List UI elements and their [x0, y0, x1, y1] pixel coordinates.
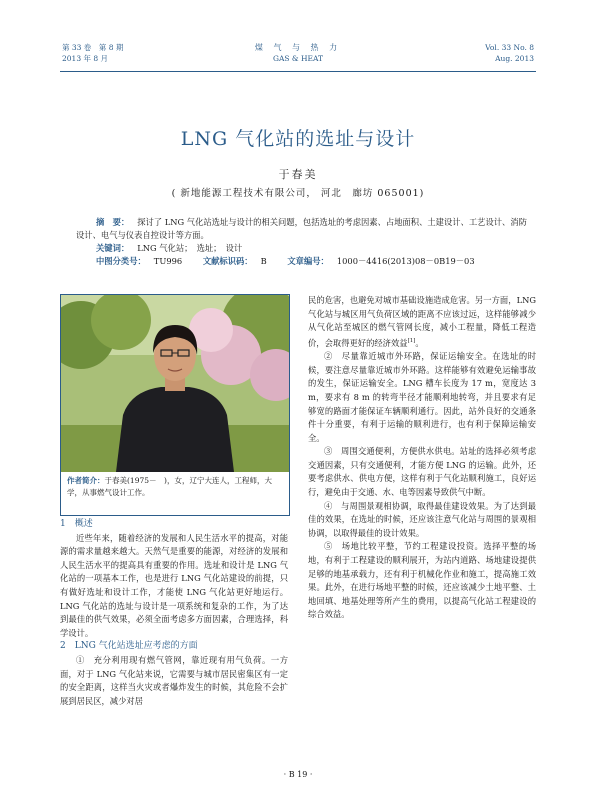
classification-line: [76, 255, 532, 268]
article-author: 于春美: [278, 168, 318, 181]
doc-code-value: B: [260, 256, 267, 266]
body-text-end: 。: [415, 337, 424, 348]
journal-name-cn: 煤 气 与 热 力: [254, 43, 342, 52]
body-paragraph: ③ 周围交通便利，方便供水供电。站址的选择必须考虑交通因素，只有交通便利，才能方便 LNG 的运输。此外，还要考虑供水、供电方便，这样有利于气化站顺利施工，良好运行，避免由于交通、水、电等因素导致供气中断。: [308, 446, 536, 498]
keywords-line: [76, 242, 532, 255]
abstract-text: 探讨了 LNG 气化站选址与设计的相关问题，包括选址的考虑因素、占地面积、土建设计、工艺设计、消防设计、电气与仪表自控设计等方面。: [76, 217, 527, 240]
volume-en-text: Vol. 33 No. 8: [485, 43, 534, 52]
abstract-label: 摘 要：: [96, 217, 130, 227]
body-text: 民的危害，也避免对城市基础设施造成危害。另一方面，LNG 气化站与城区用气负荷区域的距离不应该过远，这样能够减少从气化站至城区的燃气管网长度，减小工程量，降低工程造价，会取得更好的经济效益: [308, 295, 536, 348]
citation-ref: [1]: [407, 337, 416, 344]
doc-code-label: 文献标识码：: [202, 256, 253, 266]
author-bio-text: 于春美(1975－ )，女，辽宁大连人，工程师，大学，从事燃气设计工作。: [67, 476, 272, 497]
date-en-text: Aug. 2013: [495, 54, 534, 63]
body-paragraph: ⑤ 场地比较平整，节约工程建设投资。选择平整的场地，有利于工程建设的顺利展开，为站内道路、场地建设提供足够的地基承载力，还有利于机械化作业和施工，提高施工效果。此外，在进行场地平整的时候，还应该减少土地平整、土地回填、地基处理等所产生的费用，以提高气化站工程建设的综合效益。: [308, 541, 536, 620]
clc-value: TU996: [153, 256, 183, 266]
author-bio-label: 作者简介：: [67, 476, 105, 485]
article-title: LNG 气化站的选址与设计: [180, 128, 416, 150]
section-heading-site-selection: 2 LNG 气化站选址应考虑的方面: [60, 641, 198, 652]
body-paragraph: ④ 与周围景观相协调，取得最佳建设效果。为了达到最佳的效果，在选址的时候，还应该注意气化站与周围的景观相协调，以取得最佳的设计效果。: [308, 500, 536, 538]
page-number: · B 19 ·: [283, 770, 313, 779]
article-number-value: 1000－4416(2013)08－0B19－03: [336, 256, 475, 266]
abstract-block: [76, 216, 532, 268]
keywords-text: LNG 气化站； 选址； 设计: [137, 243, 243, 253]
article-number-label: 文章编号：: [287, 256, 329, 266]
right-column: [308, 294, 536, 622]
clc-label: 中图分类号：: [96, 256, 146, 266]
header-divider: [60, 71, 536, 72]
author-portrait-illustration: [61, 295, 289, 472]
body-paragraph: 近些年来，随着经济的发展和人民生活水平的提高，对能源的需求量越来越大。天然气是重要的能源，对经济的发展和人民生活水平的提高具有重要的作用。选址和设计是 LNG 气化站的一项基本工作，也是进行 LNG 气化站建设的前提，只有做好选址和设计工作，才能使 LNG 气化站更好地运行。LNG 气化站的选址与设计是一项系统和复杂的工作，为了达到最佳的供气效果，必须全面考虑多方面因素，合理选择，科学设计。: [60, 532, 288, 638]
left-column: [60, 518, 288, 708]
volume-issue-text: 第 33 卷 第 8 期: [62, 43, 124, 52]
body-paragraph: [308, 294, 536, 350]
abstract-paragraph: [76, 216, 532, 242]
author-photo: [61, 295, 289, 472]
journal-name-en: GAS & HEAT: [272, 54, 323, 63]
body-paragraph: ① 充分利用现有燃气管网，靠近现有用气负荷。一方面，对于 LNG 气化站来说，它需要与城市居民密集区有一定的安全距离，这样当火灾或者爆炸发生的时候，其危险不会扩展到居民区，减少对居: [60, 654, 288, 706]
section-heading-overview: 1 概述: [60, 519, 93, 529]
issue-date-text: 2013 年 8 月: [62, 54, 109, 63]
body-paragraph: ② 尽量靠近城市外环路，保证运输安全。在选址的时候，要注意尽量靠近城市外环路。这样能够有效避免运输事故的发生，保证运输安全。LNG 槽车长度为 17 m，宽度达 3 m，要求有 8 m 的转弯半径才能顺利地转弯，并且要求有足够宽的路面才能保证车辆顺利通行。因此，站外良好的交通条件十分重要，有利于运输的顺利进行，也有利于保障运输安全。: [308, 351, 536, 443]
author-bio: [67, 475, 285, 499]
journal-volume-en: [485, 42, 534, 64]
author-photo-box: [60, 294, 290, 516]
keywords-label: 关键词：: [96, 243, 130, 253]
author-affiliation: ( 新地能源工程技术有限公司， 河北 廊坊 065001): [171, 188, 425, 199]
